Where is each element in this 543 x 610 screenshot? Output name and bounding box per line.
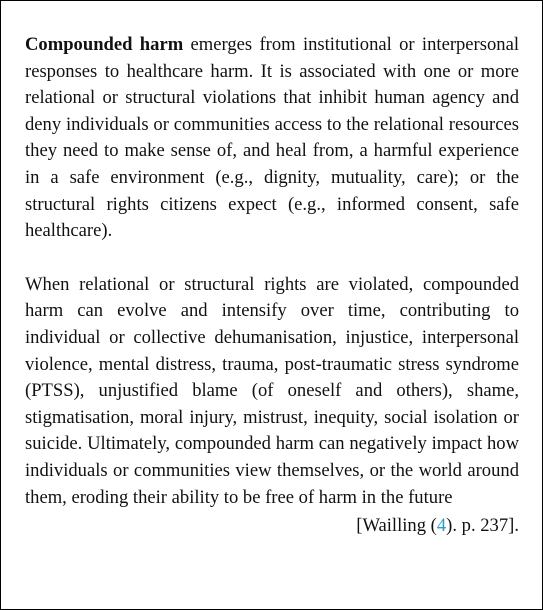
citation (25, 513, 519, 540)
definition-paragraph-2: When relational or structural rights are violated, compounded harm can evolve and intensify over time, contributing to individual or collective dehumanisation, injustice, interpersonal violence, mental distress, trauma, post-traumatic stress syndrome (PTSS), unjustified blame (of oneself and others), shame, stigmatisation, moral injury, mistrust, inequity, social isolation or suicide. Ultimately, compounded harm can negatively impact how individuals or communities view themselves, or the world around them, eroding their ability to be free of harm in the future (25, 273, 519, 508)
reference-link[interactable]: 4 (436, 515, 447, 537)
definition-content (25, 32, 519, 540)
definition-paragraph-1 (25, 32, 519, 245)
definition-paragraph-1-text: emerges from institutional or interpersonal responses to healthcare harm. It is associated with one or more relational or structural violations that inhibit human agency and deny individuals or communities access to the relational resources they need to make sense of, and heal from, a harmful experience in a safe environment (e.g., dignity, mutuality, care); or the structural rights citizens expect (e.g., informed consent, safe healthcare). (25, 34, 519, 242)
citation-prefix: [Wailling ( (356, 515, 437, 537)
citation-suffix: ). p. 237]. (446, 515, 519, 537)
defined-term: Compounded harm (25, 34, 184, 55)
